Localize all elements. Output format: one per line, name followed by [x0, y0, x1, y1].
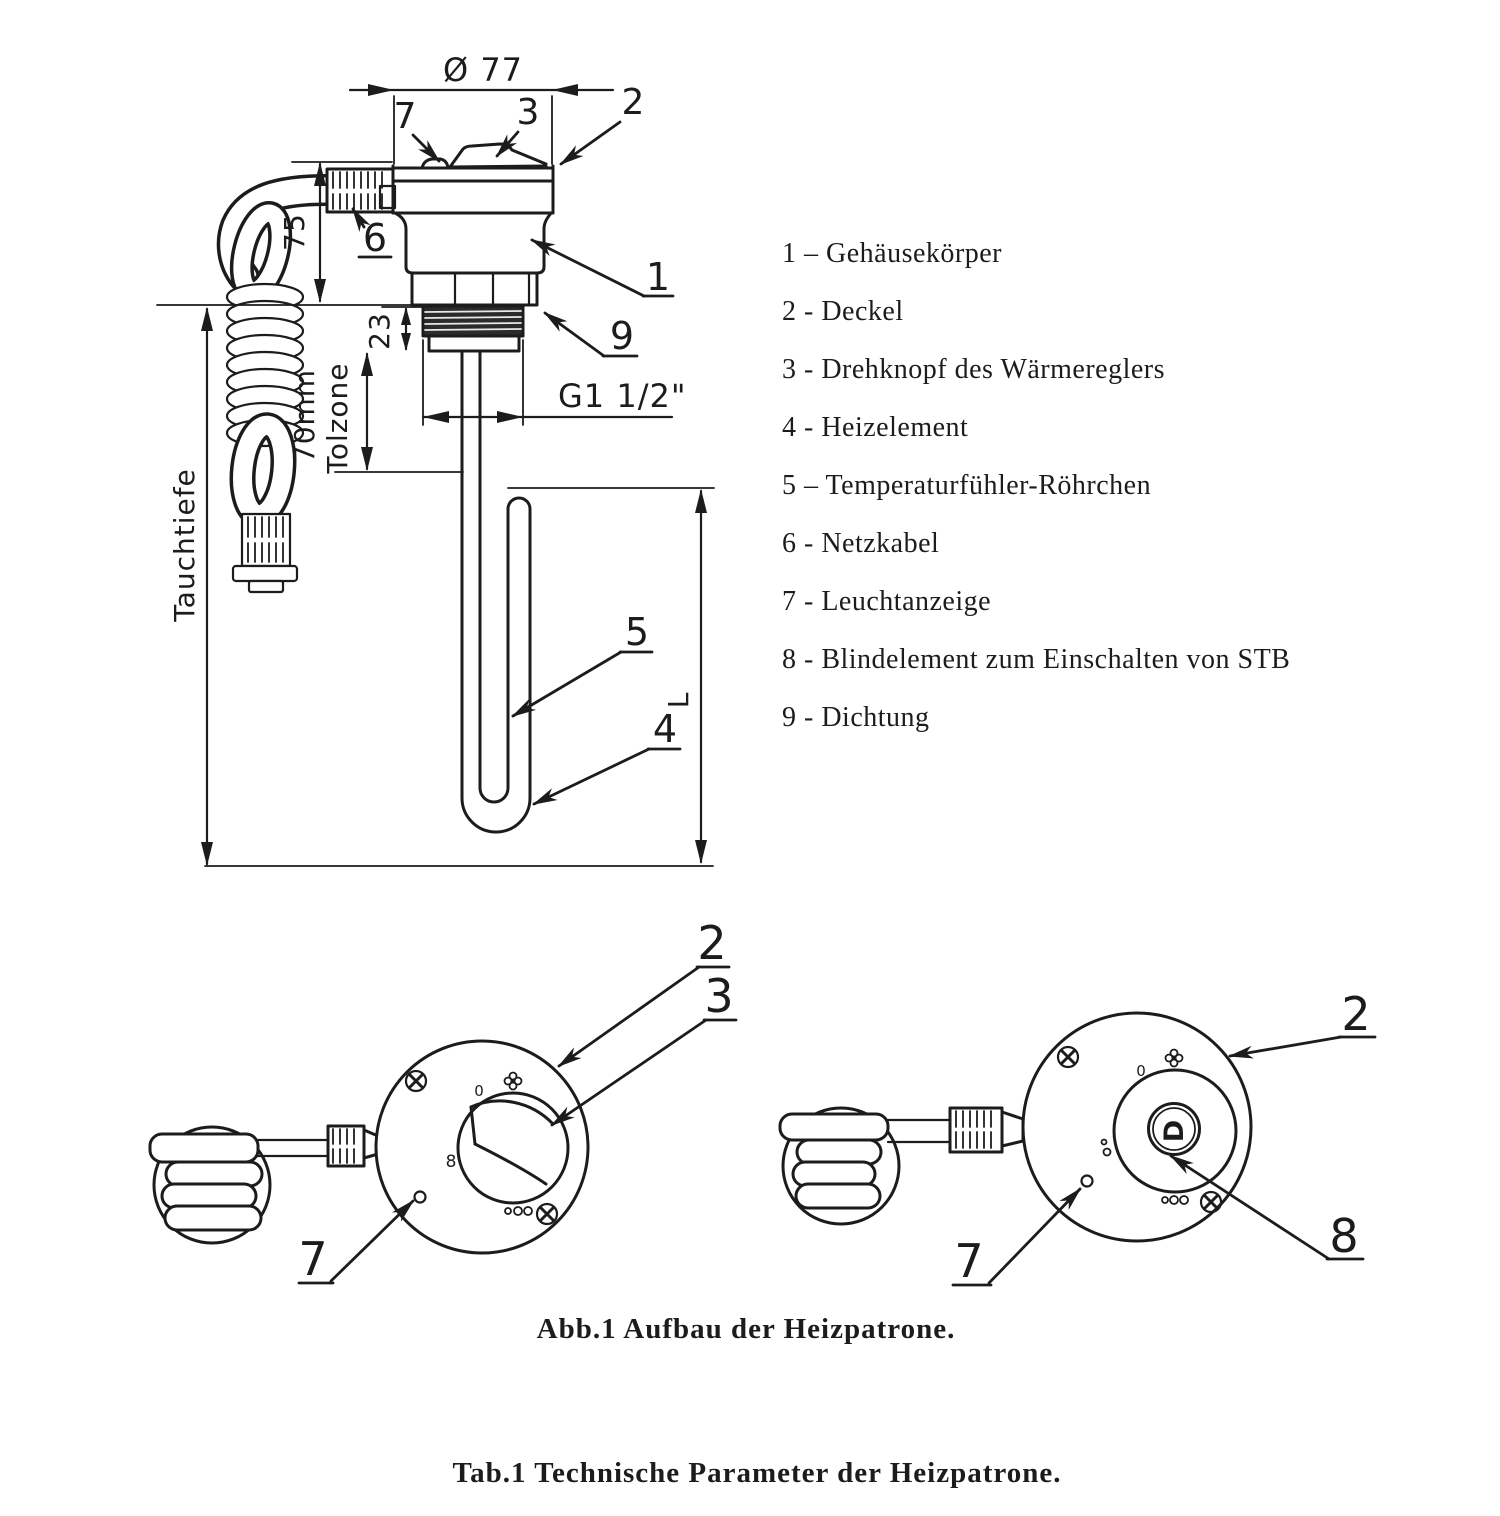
figure-caption: Abb.1 Aufbau der Heizpatrone. — [536, 1313, 956, 1345]
legend-item-2: 2 - Deckel — [782, 296, 904, 327]
dial-mark-top: 0 — [474, 1082, 484, 1100]
bottom-view-with-blind-element — [780, 987, 1375, 1288]
legend-item-5: 5 – Temperaturfühler-Röhrchen — [782, 470, 1152, 501]
dim-thread-size-label: G1 1/2" — [558, 377, 687, 415]
callout-lamp: 7 — [393, 96, 417, 137]
dim-diameter-label: Ø 77 — [442, 51, 524, 89]
callout-left-lamp: 7 — [298, 1232, 328, 1286]
legend-item-9: 9 - Dichtung — [782, 702, 930, 733]
table-caption: Tab.1 Technische Parameter der Heizpatrone. — [452, 1457, 1062, 1489]
callout-cover: 2 — [621, 82, 645, 123]
strain-relief-left — [328, 1126, 378, 1166]
callout-knob: 3 — [516, 92, 540, 133]
dimension-element-length — [508, 488, 714, 864]
dim-immersion-label: Tauchtiefe — [168, 468, 201, 622]
callout-right-cover: 2 — [1341, 987, 1371, 1041]
legend-item-6: 6 - Netzkabel — [782, 528, 940, 559]
callout-seal: 9 — [609, 314, 635, 358]
heater-and-sensor-tubes — [462, 351, 530, 832]
dimension-23 — [363, 307, 424, 351]
legend-item-8: 8 - Blindelement zum Einschalten von STB — [782, 644, 1291, 675]
main-callouts — [353, 209, 680, 804]
callout-housing: 1 — [645, 255, 671, 299]
legend — [782, 238, 1290, 733]
legend-item-7: 7 - Leuchtanzeige — [782, 586, 992, 617]
legend-item-3: 3 - Drehknopf des Wärmereglers — [782, 354, 1166, 385]
callout-left-cover: 2 — [697, 916, 727, 970]
blind-element-glyph: D — [1159, 1119, 1190, 1143]
callout-right-blind: 8 — [1329, 1209, 1359, 1263]
dial-mark-top: 0 — [1136, 1062, 1146, 1080]
callout-left-knob: 3 — [704, 969, 734, 1023]
legend-item-4: 4 - Heizelement — [782, 412, 969, 443]
dim-23-label: 23 — [363, 312, 396, 350]
callout-heater: 4 — [652, 707, 678, 751]
power-plug-right — [780, 1108, 950, 1224]
callout-sensor-tube: 5 — [624, 610, 650, 654]
cable-end-plug — [233, 514, 297, 592]
dial-mark-side: 8 — [445, 1152, 457, 1172]
dim-tolzone-value: 70mm — [288, 368, 321, 464]
main-cross-section — [157, 51, 714, 866]
power-plug-left — [150, 1127, 330, 1243]
dim-75-label: 75 — [278, 213, 311, 251]
legend-item-1: 1 – Gehäusekörper — [782, 238, 1002, 269]
thread-section — [423, 306, 523, 336]
flange — [429, 336, 519, 351]
hex-nut — [412, 273, 537, 305]
dim-length-label: L — [662, 691, 695, 709]
cable-gland — [327, 169, 393, 212]
callout-right-lamp: 7 — [954, 1234, 984, 1288]
bottom-view-with-knob — [150, 916, 736, 1286]
callout-cable: 6 — [362, 216, 388, 260]
dim-tolzone-label: Tolzone — [321, 362, 354, 474]
strain-relief-right — [950, 1108, 1023, 1152]
dimension-tolzone — [288, 352, 463, 475]
dimension-cap-diameter — [350, 51, 613, 164]
